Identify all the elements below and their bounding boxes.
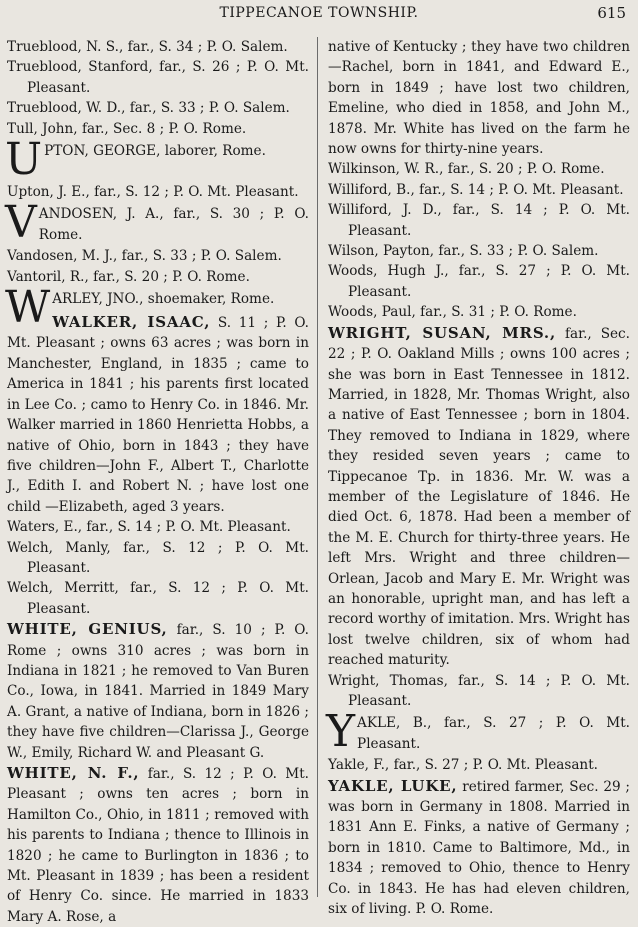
directory-entry: Williford, B., far., S. 14 ; P. O. Mt. Pleasant. bbox=[328, 181, 624, 198]
entry-text: ARLEY, JNO., shoemaker, Rome. bbox=[52, 291, 275, 308]
directory-entry: Yakle, F., far., S. 27 ; P. O. Mt. Pleasant. bbox=[328, 757, 598, 774]
directory-entry: Trueblood, Stanford, far., S. 26 ; P. O. Mt. Pleasant. bbox=[7, 59, 309, 96]
drop-capital: W bbox=[5, 282, 51, 334]
column-divider bbox=[317, 37, 318, 897]
biography-continuation: native of Kentucky ; they have two children—Rachel, born in 1841, and Edward E., born in 1849 ; have lost two children, Emeline, who died in 1858, and John M., 1878. Mr. White has lived on the farm he now owns for thirty-nine years. bbox=[328, 39, 630, 158]
directory-entry: Upton, J. E., far., S. 12 ; P. O. Mt. Pleasant. bbox=[7, 184, 299, 201]
biography-text: far., S. 12 ; P. O. Mt. Pleasant ; owns ten acres ; born in Hamilton Co., Ohio, in 1811 ; removed with his parents to Indiana ; thence to Illinois in 1820 ; he came to Burlington in 1836 ; to Mt. Pleasant in 1839 ; has been a resident of Henry Co. since. He married in 1833 Mary A. Rose, a bbox=[7, 766, 309, 925]
right-column bbox=[328, 37, 630, 919]
biography-name: WHITE, GENIUS, bbox=[7, 620, 168, 639]
dropcap-entry bbox=[326, 706, 630, 758]
dropcap-entry bbox=[5, 197, 309, 249]
directory-entry: Wilkinson, W. R., far., S. 20 ; P. O. Rome. bbox=[328, 161, 605, 178]
biography-name: WHITE, N. F., bbox=[7, 764, 140, 782]
biography-name: WALKER, ISAAC, bbox=[52, 313, 211, 332]
biography-entry bbox=[7, 312, 309, 517]
directory-entry: Tull, John, far., Sec. 8 ; P. O. Rome. bbox=[7, 120, 247, 137]
biography-name: WRIGHT, SUSAN, MRS., bbox=[328, 323, 556, 342]
directory-entry: Vandosen, M. J., far., S. 33 ; P. O. Salem. bbox=[7, 248, 282, 265]
biography-text: S. 11 ; P. O. Mt. Pleasant ; owns 63 acres ; was born in Manchester, England, in 1835 ; came to America in 1841 ; his parents first located in Lee Co. ; camo to Henry Co. in 1846. Mr. Walker married in 1860 Henrietta Hobbs, a native of Ohio, born in 1843 ; they have five children—John F., Albert T., Charlotte J., Edith I. and Robert N. ; have lost one child —Elizabeth, aged 3 years. bbox=[7, 315, 309, 515]
drop-capital: V bbox=[5, 197, 37, 249]
directory-entry: Woods, Paul, far., S. 31 ; P. O. Rome. bbox=[328, 304, 577, 321]
drop-capital: U bbox=[5, 134, 43, 186]
page-header bbox=[0, 0, 638, 30]
running-title: TIPPECANOE TOWNSHIP. bbox=[219, 5, 419, 21]
entry-text: ANDOSEN, J. A., far., S. 30 ; P. O. Rome. bbox=[38, 206, 309, 243]
biography-entry bbox=[7, 619, 309, 763]
directory-entry: Vantoril, R., far., S. 20 ; P. O. Rome. bbox=[7, 268, 250, 285]
biography-name: YAKLE, LUKE, bbox=[328, 776, 458, 795]
entry-text: AKLE, B., far., S. 27 ; P. O. Mt. Pleasant. bbox=[357, 715, 630, 752]
page-number: 615 bbox=[597, 4, 626, 22]
entry-text: PTON, GEORGE, laborer, Rome. bbox=[44, 143, 266, 160]
directory-entry: Williford, J. D., far., S. 14 ; P. O. Mt. Pleasant. bbox=[328, 202, 630, 239]
directory-entry: Welch, Merritt, far., S. 12 ; P. O. Mt. Pleasant. bbox=[7, 580, 309, 617]
directory-entry: Waters, E., far., S. 14 ; P. O. Mt. Pleasant. bbox=[7, 519, 291, 536]
left-column bbox=[7, 37, 309, 927]
directory-entry: Wright, Thomas, far., S. 14 ; P. O. Mt. Pleasant. bbox=[328, 672, 630, 709]
directory-entry: Woods, Hugh J., far., S. 27 ; P. O. Mt. Pleasant. bbox=[328, 263, 630, 300]
biography-entry bbox=[328, 323, 630, 671]
dropcap-entry bbox=[5, 134, 309, 186]
directory-entry: Trueblood, W. D., far., S. 33 ; P. O. Salem. bbox=[7, 100, 290, 117]
directory-entry: Welch, Manly, far., S. 12 ; P. O. Mt. Pleasant. bbox=[7, 539, 309, 576]
drop-capital: Y bbox=[326, 706, 356, 758]
directory-entry: Trueblood, N. S., far., S. 34 ; P. O. Salem. bbox=[7, 39, 288, 55]
biography-entry bbox=[7, 763, 309, 927]
biography-text: retired farmer, Sec. 29 ; was born in Germany in 1808. Married in 1831 Ann E. Finks, a native of Germany ; born in 1810. Came to Baltimore, Md., in 1834 ; removed to Ohio, thence to Henry Co. in 1843. He has had eleven children, six of living. P. O. Rome. bbox=[328, 778, 630, 918]
biography-entry bbox=[328, 776, 630, 920]
directory-entry: Wilson, Payton, far., S. 33 ; P. O. Salem. bbox=[328, 243, 599, 260]
biography-text: far., Sec. 22 ; P. O. Oakland Mills ; owns 100 acres ; she was born in East Tennessee in 1812. Married, in 1828, Mr. Thomas Wright, also a native of East Tennessee ; born in 1804. They removed to Indiana in 1829, where they resided seven years ; came to Tippecanoe Tp. in 1836. Mr. W. was a member of the Legislature of 1846. He died Oct. 6, 1878. Had been a member of the M. E. Church for thirty-three years. He left Mrs. Wright and three children—Orlean, Jacob and Mary E. Mr. Wright was an honorable, upright man, and has left a record worthy of imitation. Mrs. Wright has lost twelve children, six of whom had reached maturity. bbox=[328, 325, 630, 669]
biography-text: far., S. 10 ; P. O. Rome ; owns 310 acres ; was born in Indiana in 1821 ; he removed to Van Buren Co., Iowa, in 1841. Married in 1849 Mary A. Grant, a native of Indiana, born in 1826 ; they have five children—Clarissa J., George W., Emily, Richard W. and Pleasant G. bbox=[7, 622, 309, 761]
